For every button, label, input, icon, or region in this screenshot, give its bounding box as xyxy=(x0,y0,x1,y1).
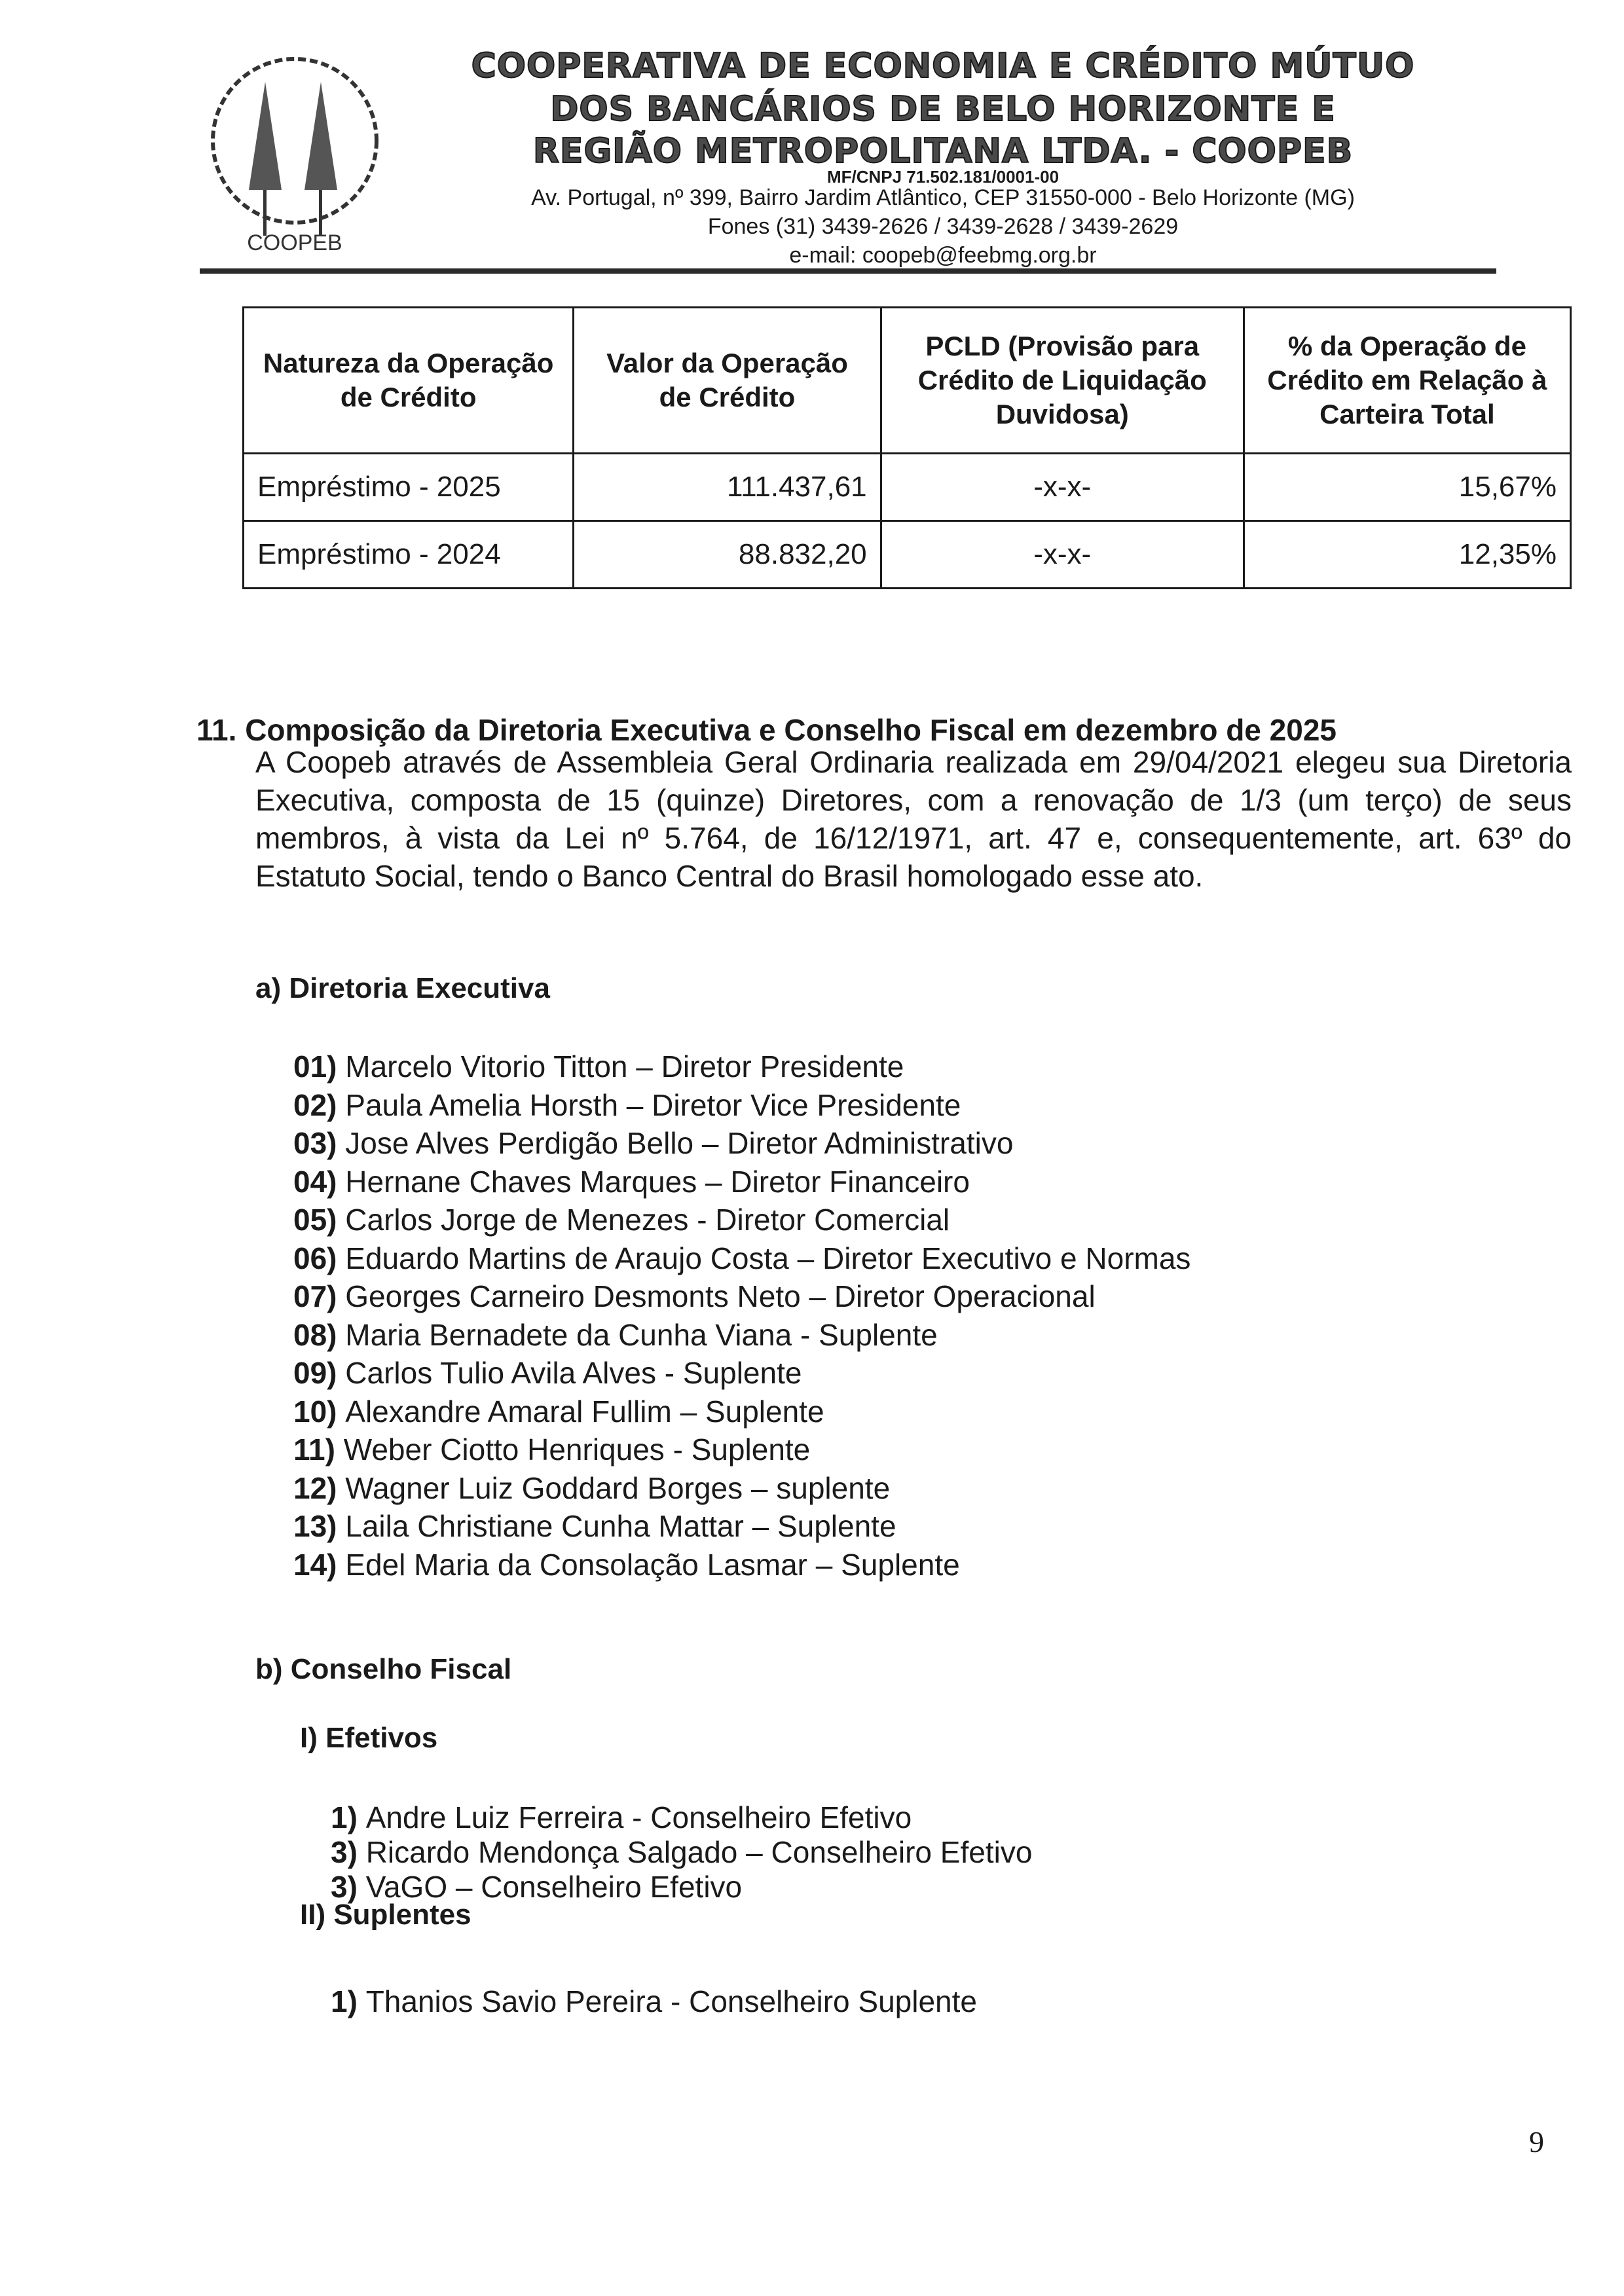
logo-text: COOPEB xyxy=(247,230,342,255)
item-text: Maria Bernadete da Cunha Viana - Suplente xyxy=(345,1317,938,1352)
col-header-valor: Valor da Operação de Crédito xyxy=(574,308,881,454)
section-paragraph: A Coopeb através de Assembleia Geral Ordinaria realizada em 29/04/2021 elegeu sua Diretoria Executiva, composta de 15 (quinze) Diretores, com a renovação de 1/3 (um terço) de seus membros, à vista da Lei nº 5.764, de 16/12/1971, art. 47 e, consequentemente, art. 63º do Estatuto Social, tendo o Banco Central do Brasil homologado esse ato. xyxy=(255,745,1572,893)
item-number: 12) xyxy=(293,1470,346,1505)
list-item xyxy=(331,1835,1032,1870)
suplentes-list xyxy=(331,1984,977,2019)
table-header-row xyxy=(244,308,1571,454)
cnpj: MF/CNPJ 71.502.181/0001-00 xyxy=(826,167,1060,187)
address: Av. Portugal, nº 399, Bairro Jardim Atlântico, CEP 31550-000 - Belo Horizonte (MG) xyxy=(531,185,1355,210)
credit-operations-table xyxy=(242,306,1572,589)
cell-valor: 88.832,20 xyxy=(574,521,881,589)
email: e-mail: coopeb@feebmg.org.br xyxy=(789,243,1097,268)
list-item xyxy=(293,1277,1190,1316)
list-item xyxy=(293,1507,1190,1546)
item-text: Carlos Jorge de Menezes - Diretor Comercial xyxy=(345,1203,950,1237)
item-number: 07) xyxy=(293,1279,346,1313)
item-text: Wagner Luiz Goddard Borges – suplente xyxy=(345,1470,891,1505)
item-number: 14) xyxy=(293,1547,346,1582)
list-item xyxy=(331,1800,1032,1835)
item-text: Georges Carneiro Desmonts Neto – Diretor Operacional xyxy=(345,1279,1096,1313)
org-name-line-3: REGIÃO METROPOLITANA LTDA. - COOPEB xyxy=(532,132,1354,171)
item-text: Marcelo Vitorio Titton – Diretor Presidente xyxy=(345,1049,904,1084)
list-item xyxy=(331,1984,977,2019)
item-text: Ricardo Mendonça Salgado – Conselheiro Efetivo xyxy=(365,1835,1033,1869)
item-number: 10) xyxy=(293,1394,346,1429)
item-text: VaGO – Conselheiro Efetivo xyxy=(365,1870,743,1904)
item-number: 3) xyxy=(331,1835,366,1869)
item-number: 01) xyxy=(293,1049,346,1084)
cell-pcld: -x-x- xyxy=(881,521,1244,589)
item-number: 3) xyxy=(331,1870,366,1904)
list-item xyxy=(293,1201,1190,1239)
item-text: Thanios Savio Pereira - Conselheiro Suplente xyxy=(365,1984,977,2018)
list-item xyxy=(293,1469,1190,1508)
org-name-line-2: DOS BANCÁRIOS DE BELO HORIZONTE E xyxy=(550,90,1336,129)
col-header-natureza: Natureza da Operação de Crédito xyxy=(244,308,574,454)
item-text: Edel Maria da Consolação Lasmar – Suplente xyxy=(345,1547,960,1582)
org-name-line-1: COOPERATIVA DE ECONOMIA E CRÉDITO MÚTUO xyxy=(471,46,1415,86)
conselho-heading: b) Conselho Fiscal xyxy=(255,1653,512,1685)
item-text: Weber Ciotto Henriques - Suplente xyxy=(343,1432,811,1467)
list-item xyxy=(293,1048,1190,1086)
item-number: 04) xyxy=(293,1164,346,1199)
item-text: Laila Christiane Cunha Mattar – Suplente xyxy=(345,1509,896,1543)
item-text: Andre Luiz Ferreira - Conselheiro Efetivo xyxy=(365,1800,912,1834)
item-text: Jose Alves Perdigão Bello – Diretor Administrativo xyxy=(345,1126,1014,1160)
coopeb-logo-icon xyxy=(196,46,393,255)
section-title: 11. Composição da Diretoria Executiva e Conselho Fiscal em dezembro de 2025 xyxy=(196,713,1337,747)
list-item xyxy=(293,1086,1190,1125)
cell-natureza: Empréstimo - 2024 xyxy=(244,521,574,589)
cell-valor: 111.437,61 xyxy=(574,454,881,521)
item-text: Paula Amelia Horsth – Diretor Vice Presidente xyxy=(345,1087,961,1122)
cell-percent: 12,35% xyxy=(1244,521,1570,589)
list-item xyxy=(293,1239,1190,1278)
cell-natureza: Empréstimo - 2025 xyxy=(244,454,574,521)
item-text: Carlos Tulio Avila Alves - Suplente xyxy=(345,1356,802,1390)
item-text: Hernane Chaves Marques – Diretor Financeiro xyxy=(345,1164,970,1199)
list-item xyxy=(293,1124,1190,1163)
efetivos-list xyxy=(331,1800,1032,1904)
item-number: 03) xyxy=(293,1126,346,1160)
item-number: 13) xyxy=(293,1509,346,1543)
cell-pcld: -x-x- xyxy=(881,454,1244,521)
header-divider xyxy=(200,268,1496,274)
table-row xyxy=(244,454,1571,521)
efetivos-heading: I) Efetivos xyxy=(300,1722,438,1754)
list-item xyxy=(293,1430,1190,1469)
item-number: 06) xyxy=(293,1241,346,1275)
col-header-pcld: PCLD (Provisão para Crédito de Liquidação Duvidosa) xyxy=(881,308,1244,454)
item-number: 05) xyxy=(293,1203,346,1237)
col-header-percent: % da Operação de Crédito em Relação à Carteira Total xyxy=(1244,308,1570,454)
list-item xyxy=(293,1393,1190,1431)
item-number: 1) xyxy=(331,1800,366,1834)
item-number: 1) xyxy=(331,1984,366,2018)
page-number: 9 xyxy=(1529,2125,1544,2159)
list-item xyxy=(293,1546,1190,1584)
cell-percent: 15,67% xyxy=(1244,454,1570,521)
diretoria-heading: a) Diretoria Executiva xyxy=(255,972,550,1004)
diretoria-list xyxy=(293,1048,1190,1584)
phones: Fones (31) 3439-2626 / 3439-2628 / 3439-2629 xyxy=(707,214,1179,239)
item-number: 02) xyxy=(293,1087,346,1122)
list-item xyxy=(293,1354,1190,1393)
suplentes-heading: II) Suplentes xyxy=(300,1899,471,1931)
item-text: Eduardo Martins de Araujo Costa – Diretor Executivo e Normas xyxy=(345,1241,1191,1275)
item-number: 11) xyxy=(293,1432,344,1467)
item-text: Alexandre Amaral Fullim – Suplente xyxy=(345,1394,824,1429)
list-item xyxy=(293,1163,1190,1201)
item-number: 08) xyxy=(293,1317,346,1352)
list-item xyxy=(293,1316,1190,1355)
table-row xyxy=(244,521,1571,589)
item-number: 09) xyxy=(293,1356,346,1390)
